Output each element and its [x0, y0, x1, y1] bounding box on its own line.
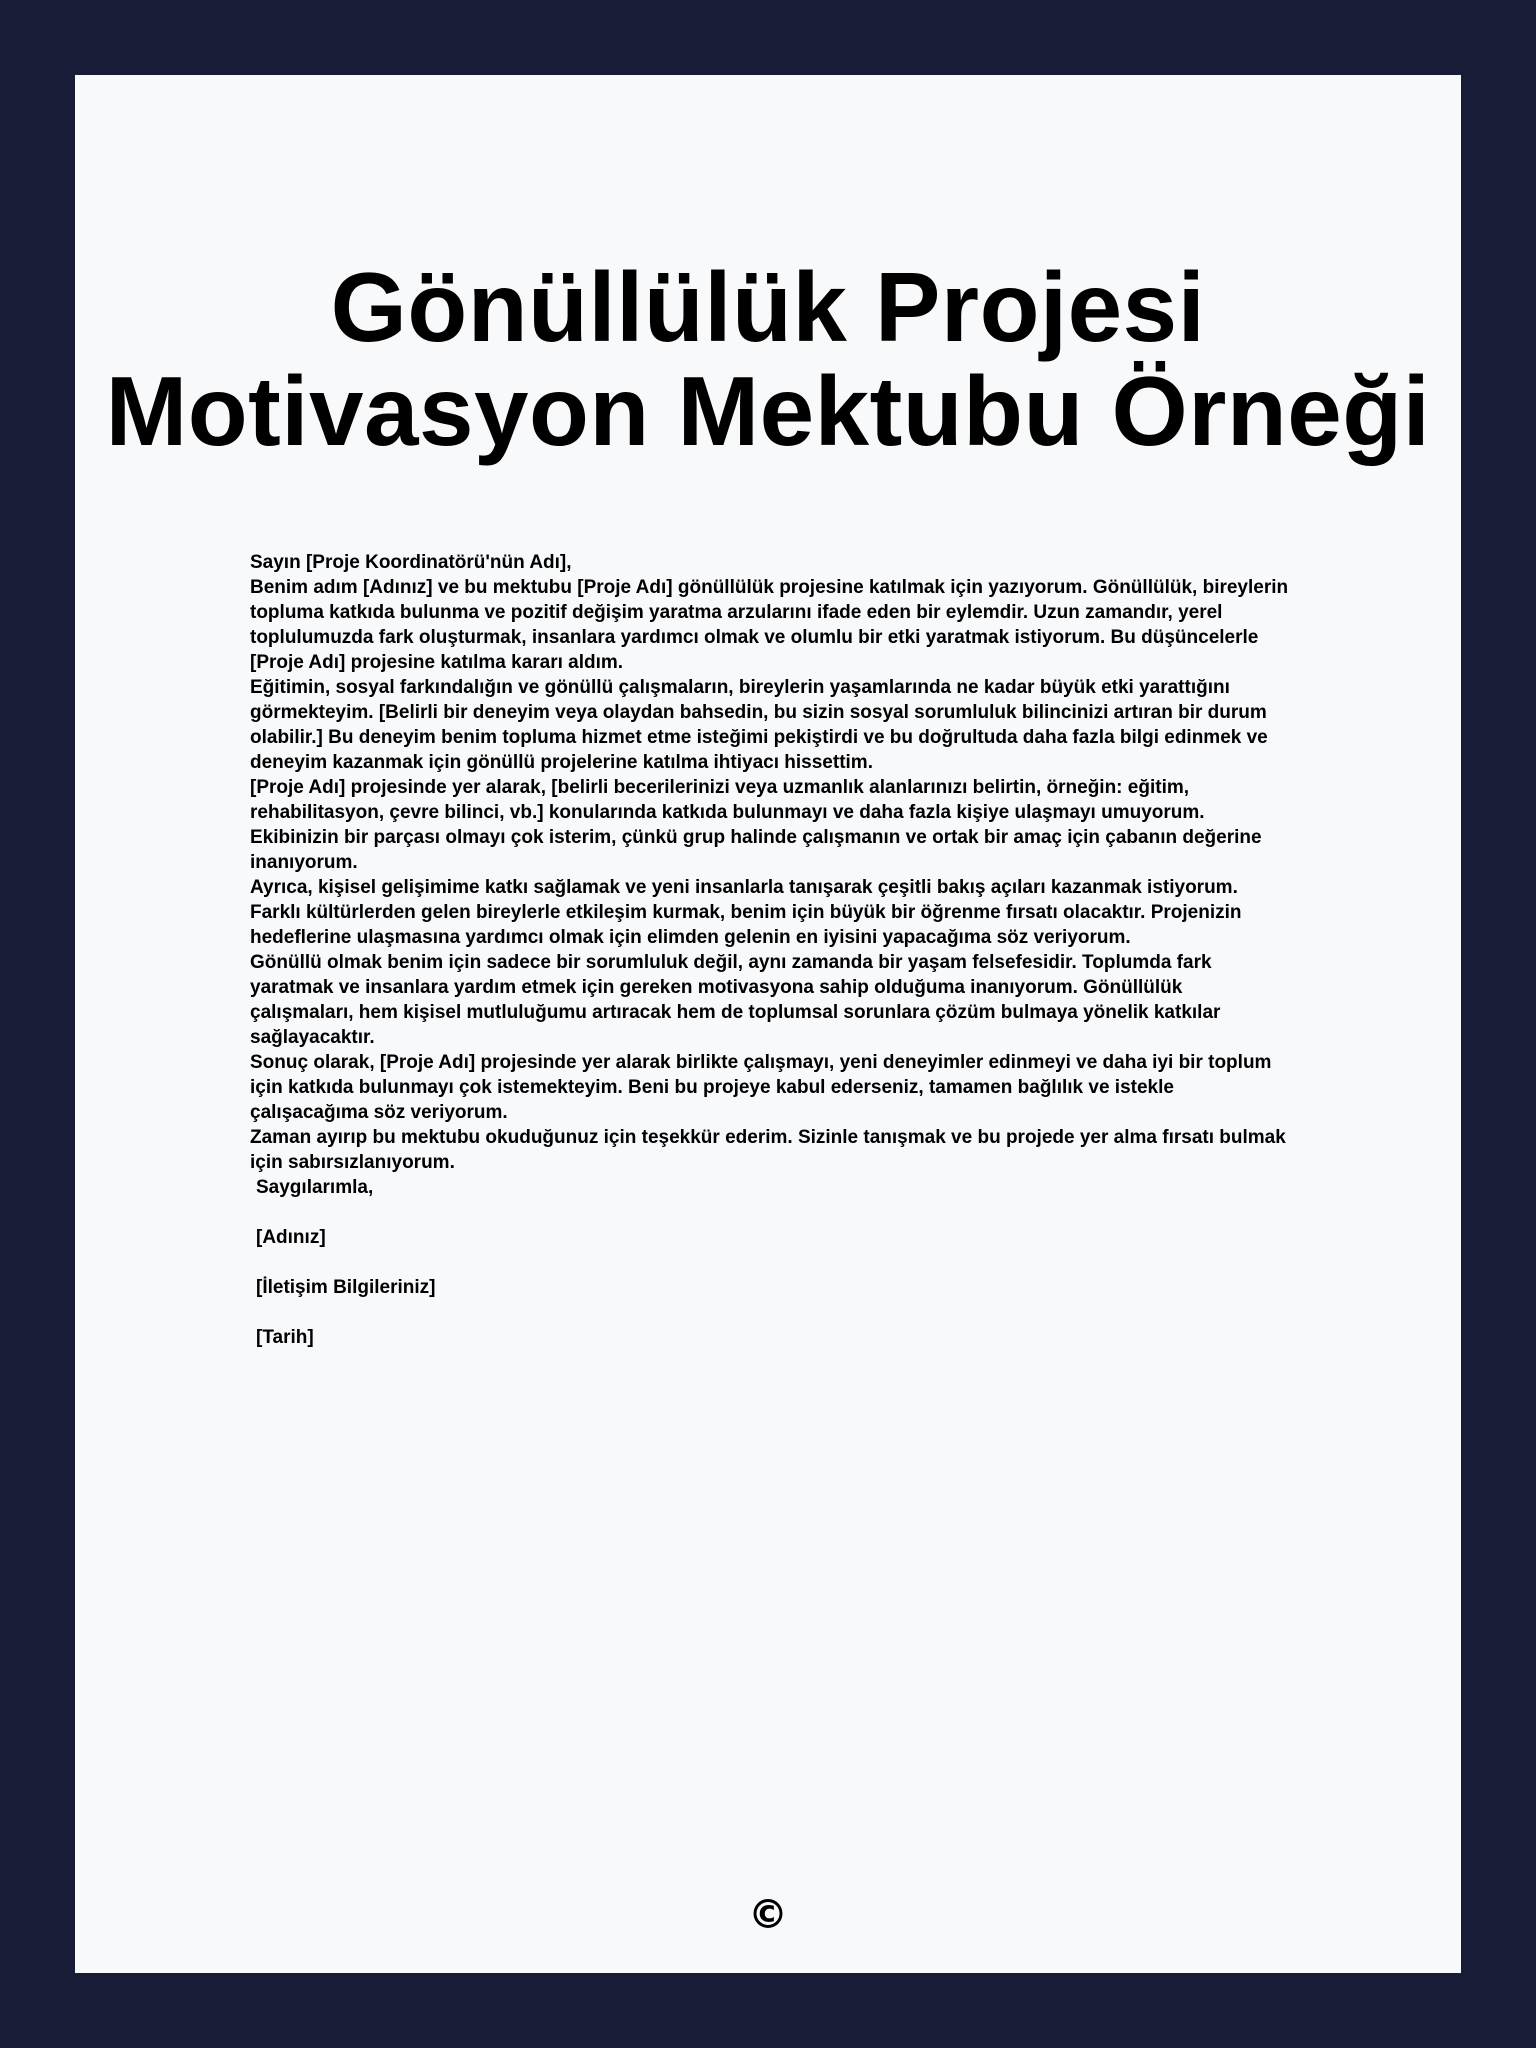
- document-page: [75, 75, 1461, 1973]
- copyright-symbol: ©: [748, 1892, 788, 1938]
- page-title-line-2: Motivasyon Mektubu Örneği: [105, 356, 1431, 466]
- page-title-line-1: Gönüllülük Projesi: [330, 252, 1206, 362]
- letter-paragraph-2: Eğitimin, sosyal farkındalığın ve gönüllü çalışmaların, bireylerin yaşamlarında ne kadar büyük etki yarattığını görmekteyim. [Belirli bir deneyim veya olaydan bahsedin, bu sizin sosyal sorumluluk bilincinizi artıran bir durum olabilir.] Bu deneyim benim topluma hizmet etme isteğimi pekiştirdi ve bu doğrultuda daha fazla bilgi edinmek ve deneyim kazanmak için gönüllü projelerine katılma ihtiyacı hissettim.: [250, 677, 1268, 773]
- letter-paragraph-7: Zaman ayırıp bu mektubu okuduğunuz için teşekkür ederim. Sizinle tanışmak ve bu projede yer alma fırsatı bulmak için sabırsızlanıyorum.: [250, 1127, 1286, 1173]
- letter-paragraph-1: Benim adım [Adınız] ve bu mektubu [Proje Adı] gönüllülük projesine katılmak için yazıyorum. Gönüllülük, bireylerin topluma katkıda bulunma ve pozitif değişim yaratma arzularını ifade eden bir eylemdir. Uzun zamandır, yerel toplulumuzda fark oluşturmak, insanlara yardımcı olmak ve olumlu bir etki yaratmak istiyorum. Bu düşüncelerle [Proje Adı] projesine katılma kararı aldım.: [250, 577, 1289, 673]
- letter-paragraph-4: Ayrıca, kişisel gelişimime katkı sağlamak ve yeni insanlarla tanışarak çeşitli bakış açıları kazanmak istiyorum. Farklı kültürlerden gelen bireylerle etkileşim kurmak, benim için büyük bir öğrenme fırsatı olacaktır. Projenizin hedeflerine ulaşmasına yardımcı olmak için elimden gelenin en iyisini yapacağıma söz veriyorum.: [250, 877, 1242, 948]
- letter-paragraph-3: [Proje Adı] projesinde yer alarak, [belirli becerilerinizi veya uzmanlık alanlarınızı belirtin, örneğin: eğitim, rehabilitasyon, çevre bilinci, vb.] konularında katkıda bulunmayı ve daha fazla kişiye ulaşmayı umuyorum. Ekibinizin bir parçası olmayı çok isterim, çünkü grup halinde çalışmanın ve ortak bir amaç için çabanın değerine inanıyorum.: [250, 777, 1262, 873]
- letter-closing: Saygılarımla, [Adınız] [İletişim Bilgileriniz] [Tarih]: [256, 1177, 436, 1348]
- letter-paragraph-5: Gönüllü olmak benim için sadece bir sorumluluk değil, aynı zamanda bir yaşam felsefesidir. Toplumda fark yaratmak ve insanlara yardım etmek için gereken motivasyona sahip olduğuma inanıyorum. Gönüllülük çalışmaları, hem kişisel mutluluğumu artıracak hem de toplumsal sorunlara çözüm bulmaya yönelik katkılar sağlayacaktır.: [250, 952, 1221, 1048]
- letter-body: [250, 550, 1290, 1350]
- letter-paragraph-6: Sonuç olarak, [Proje Adı] projesinde yer alarak birlikte çalışmayı, yeni deneyimler edinmeyi ve daha iyi bir toplum için katkıda bulunmayı çok istemekteyim. Beni bu projeye kabul ederseniz, tamamen bağlılık ve istekle çalışacağıma söz veriyorum.: [250, 1052, 1272, 1123]
- page-title: [75, 252, 1461, 466]
- salutation: Sayın [Proje Koordinatörü'nün Adı],: [250, 552, 572, 573]
